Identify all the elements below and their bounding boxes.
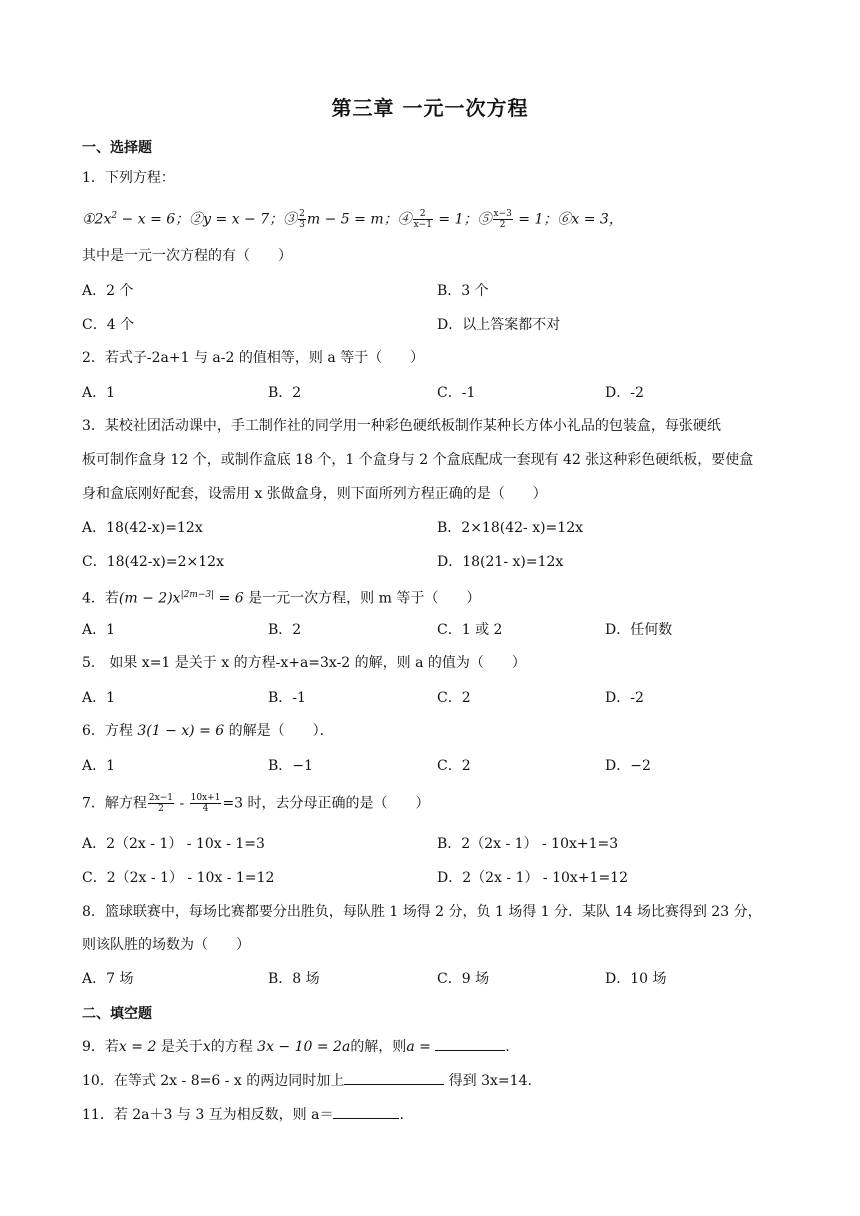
q4-option-c[interactable]: C．1 或 2 (437, 622, 503, 638)
q1-option-c[interactable]: C．4 个 (82, 317, 135, 333)
q5-stem: 5． 如果 x=1 是关于 x 的方程-x+a=3x-2 的解，则 a 的值为（ ） (82, 655, 526, 671)
q10-stem: 10．在等式 2x - 8=6 - x 的两边同时加上 得到 3x=14. (82, 1070, 532, 1091)
q7-option-a[interactable]: A．2（2x - 1） - 10x - 1=3 (82, 836, 265, 852)
q4-option-a[interactable]: A．1 (82, 622, 116, 638)
q5-option-d[interactable]: D．-2 (605, 690, 644, 706)
section-heading-fill: 二、填空题 (82, 1006, 152, 1022)
q1-option-d[interactable]: D．以上答案都不对 (437, 317, 561, 333)
q3-option-c[interactable]: C．18(42-x)=2×12x (82, 554, 224, 570)
q8-stem-line-2: 则该队胜的场数为（ ） (82, 937, 250, 953)
q1-option-b[interactable]: B．3 个 (437, 283, 489, 299)
section-heading-choice: 一、选择题 (82, 140, 152, 156)
q11-answer-blank[interactable] (333, 1104, 399, 1119)
q5-option-a[interactable]: A．1 (82, 690, 116, 706)
q6-option-b[interactable]: B．−1 (268, 758, 313, 774)
q3-option-b[interactable]: B．2×18(42- x)=12x (437, 520, 583, 536)
q7-stem: 7．解方程 $\frac{2x-1}{2}$ - $\frac{10x+1}{4}$ =3 时，去分母正确的是（ ） (82, 793, 430, 814)
q2-option-b[interactable]: B．2 (268, 385, 302, 401)
q8-option-b[interactable]: B．8 场 (268, 971, 320, 987)
q3-stem-line-3: 身和盒底刚好配套，设需用 x 张做盒身，则下面所列方程正确的是（ ） (82, 486, 547, 502)
q8-option-d[interactable]: D．10 场 (605, 971, 667, 987)
q7-option-c[interactable]: C．2（2x - 1） - 10x - 1=12 (82, 870, 275, 886)
q4-option-b[interactable]: B．2 (268, 622, 302, 638)
q4-stem: 4．若$(m - 2)x^{|2m-3|} = 6$ 是一元一次方程，则 m 等于（ ） (82, 590, 481, 607)
q8-option-a[interactable]: A．7 场 (82, 971, 134, 987)
q2-option-a[interactable]: A．1 (82, 385, 116, 401)
q9-answer-blank[interactable] (435, 1036, 505, 1051)
page-title: 第三章 一元一次方程 (331, 96, 529, 120)
q6-option-a[interactable]: A．1 (82, 758, 116, 774)
q4-option-d[interactable]: D．任何数 (605, 622, 673, 638)
q6-stem: 6．方程 3(1 − x) = 6 的解是（ ）． (82, 723, 334, 739)
q2-stem: 2．若式子-2a+1 与 a-2 的值相等，则 a 等于（ ） (82, 350, 425, 366)
q3-stem-line-1: 3．某校社团活动课中，手工制作社的同学用一种彩色硬纸板制作某种长方体小礼品的包装盒，每张硬纸 (82, 418, 721, 434)
q3-option-a[interactable]: A．18(42-x)=12x (82, 520, 203, 536)
q8-stem-line-1: 8．篮球联赛中，每场比赛都要分出胜负，每队胜 1 场得 2 分，负 1 场得 1 分．某队 14 场比赛得到 23 分， (82, 904, 762, 920)
q1-equations: $①2x^2 - x = 6$；②y = x − 7；③ $\frac{2}{3}$ m − 5 = m；④ $\frac{2}{x-1}$ = 1；⑤ $\frac{x-3}{2}$ = 1；⑥x = 3， (82, 209, 623, 231)
q5-option-c[interactable]: C．2 (437, 690, 471, 706)
q5-option-b[interactable]: B．-1 (268, 690, 306, 706)
q8-option-c[interactable]: C．9 场 (437, 971, 490, 987)
q3-stem-line-2: 板可制作盒身 12 个，或制作盒底 18 个，1 个盒身与 2 个盒底配成一套现有 42 张这种彩色硬纸板，要使盒 (82, 452, 754, 468)
q10-answer-blank[interactable] (344, 1070, 444, 1085)
q6-option-c[interactable]: C．2 (437, 758, 471, 774)
q2-option-d[interactable]: D．-2 (605, 385, 644, 401)
q6-option-d[interactable]: D．−2 (605, 758, 651, 774)
q1-option-a[interactable]: A．2 个 (82, 283, 134, 299)
q11-stem: 11．若 2a＋3 与 3 互为相反数，则 a＝ . (82, 1104, 404, 1125)
q1-stem: 1．下列方程： (82, 170, 175, 186)
q1-question: 其中是一元一次方程的有（ ） (82, 248, 292, 264)
q7-option-d[interactable]: D．2（2x - 1） - 10x+1=12 (437, 870, 628, 886)
q9-stem: 9．若x = 2 是关于x的方程 3x − 10 = 2a的解，则a = . (82, 1036, 510, 1057)
q3-option-d[interactable]: D．18(21- x)=12x (437, 554, 564, 570)
q2-option-c[interactable]: C．-1 (437, 385, 476, 401)
q7-option-b[interactable]: B．2（2x - 1） - 10x+1=3 (437, 836, 619, 852)
